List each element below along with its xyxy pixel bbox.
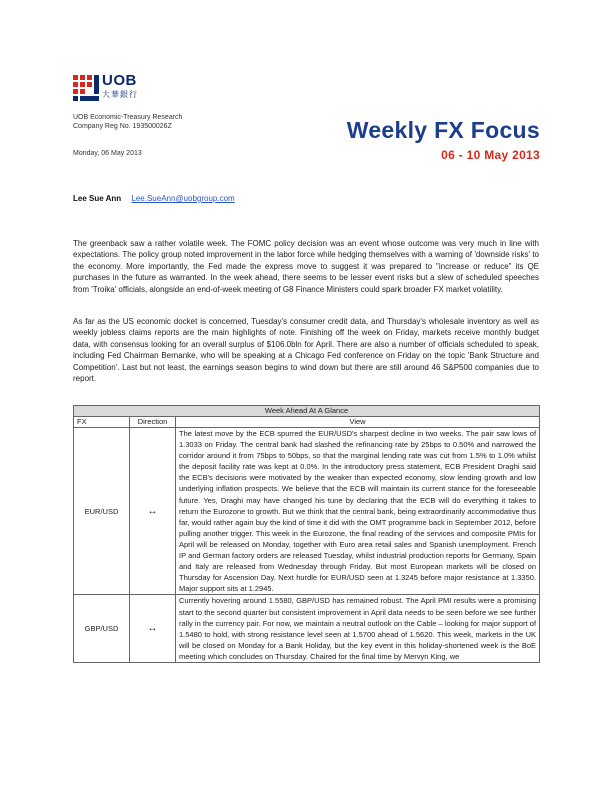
week-ahead-table	[73, 405, 540, 663]
report-title: Weekly FX Focus	[346, 117, 540, 143]
column-header-fx: FX	[74, 417, 130, 428]
table-title: Week Ahead At A Glance	[74, 406, 540, 417]
logo-wordmark: UOB	[102, 72, 137, 89]
column-header-direction: Direction	[130, 417, 176, 428]
fx-pair-cell: GBP/USD	[74, 595, 130, 663]
company-name: UOB Economic-Treasury Research	[73, 114, 183, 121]
report-period: 06 - 10 May 2013	[441, 148, 540, 162]
uob-logo-icon	[73, 75, 99, 101]
uob-logo	[73, 74, 153, 108]
intro-paragraph: The greenback saw a rather volatile week. The FOMC policy decision was an event whose outcome was very much in line with expectations. The policy group noted improvement in the labor force while hedging themselves with a warning of 'downside risks' to the economy. More importantly, the Fed made the express move to suggest it was prepared to "increase or reduce" its QE purchases in the future as warranted. In the week ahead, there seems to be lesser event risks but a slew of scheduled speeches from 'Troika' officials, alongside an end-of-week meeting of G8 Finance Ministers could spark broader FX market volatility.	[73, 239, 539, 294]
table-row	[74, 595, 540, 663]
fx-pair-cell: EUR/USD	[74, 428, 130, 595]
logo-chinese-name: 大華銀行	[102, 90, 138, 99]
table-row	[74, 428, 540, 595]
company-info	[73, 113, 182, 131]
author-email-link[interactable]: Lee.SueAnn@uobgroup.com	[131, 194, 235, 203]
direction-cell	[130, 428, 176, 595]
author-name: Lee Sue Ann	[73, 194, 122, 203]
direction-cell	[130, 595, 176, 663]
left-right-arrow-icon: ↔	[147, 505, 158, 517]
us-docket-paragraph: As far as the US economic docket is concerned, Tuesday's consumer credit data, and Thursday's wholesale inventory as well as weekly jobless claims reports are the main highlights of note. Finishing off the week on Friday, markets receive monthly budget data, with consensus looking for an overall surplus of $106.0bln for April. There are also a number of officials scheduled to speak, including Fed Chairman Bernanke, who will be speaking at a Chicago Fed conference on Friday on the topic 'Bank Structure and Competition'. Last but not least, the earnings season begins to wind down but there are still around 46 S&P500 companies due to report.	[73, 317, 539, 384]
report-date: Monday, 06 May 2013	[73, 150, 142, 157]
view-cell: The latest move by the ECB spurred the EUR/USD's sharpest decline in two weeks. The pair saw lows of 1.3033 on Friday. The central bank had slashed the refinancing rate by 25bps to 0.50% and narrowed the corridor around it from 75bps to 50bps, so that the marginal lending rate was cut from 1.5% to 1.0% whilst the deposit facility rate was kept at 0.0%. In the introductory press statement, ECB President Draghi said the ECB's decisions were motivated by the weaker than expected economy, slow lending growth and low underlying inflation prospects. We believe that the ECB will maintain its current stance for the foreseeable future. Yes, Draghi may have changed his tune by declaring that the ECB will do everything it takes to return the Eurozone to growth. But we think that the central bank, being extraordinarily accommodative thus far, would rather again buy the kind of time it did with the OMT programme back in September 2012, before pulling another trigger. This week in the Eurozone, the final reading of the services and composite PMIs for April will be released on Monday, together with Euro area retail sales and Spanish unemployment. French IP and German factory orders are released Tuesday, whilst industrial production reports for Germany, Spain and Italy are released from Wednesday through Friday. But most European markets will be closed on Thursday for Ascension Day. Next hurdle for EUR/USD seen at 1.3245 before major resistance at 1.3350. Major support sits at 1.2945.	[176, 428, 540, 595]
company-reg-no: Company Reg No. 193500026Z	[73, 123, 172, 130]
author-line	[73, 194, 235, 203]
view-cell: Currently hovering around 1.5580, GBP/USD has remained robust. The April PMI results were a promising start to the second quarter but consistent improvement in April data needs to be seen before we see further rally in the currency pair. For now, we maintain a neutral outlook on the Cable – looking for major support of 1.5480 to hold, with strong resistance level seen at 1.5700 ahead of 1.5620. This week, markets in the UK will be closed on Monday for a Bank Holiday, but the key event in this holiday-shortened week is the BoE meeting which concludes on Thursday. Chaired for the final time by Mervyn King, we	[176, 595, 540, 663]
column-header-view: View	[176, 417, 540, 428]
left-right-arrow-icon: ↔	[147, 623, 158, 635]
